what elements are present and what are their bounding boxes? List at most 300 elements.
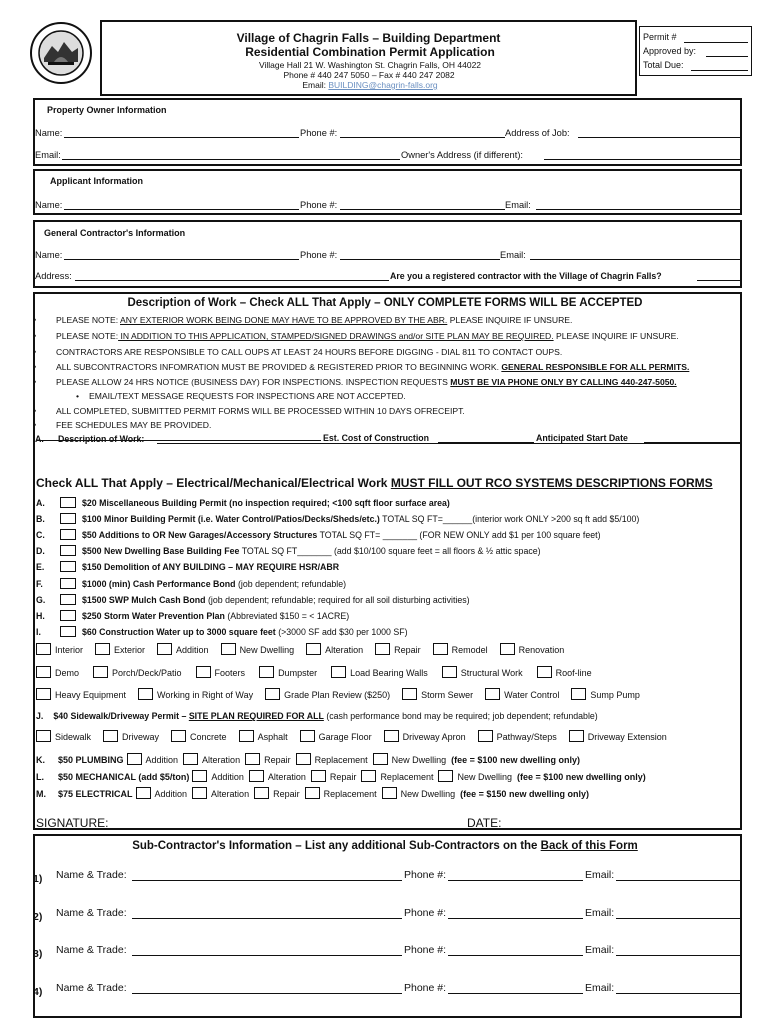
trade-option-checkbox[interactable] <box>311 770 326 782</box>
contractor-phone-field[interactable] <box>340 259 500 260</box>
item-a-letter: A. <box>35 434 44 444</box>
emep-title-underlined: MUST FILL OUT RCO SYSTEMS DESCRIPTIONS FORMS <box>390 476 713 490</box>
bullet-1: • <box>33 315 37 325</box>
option-checkbox[interactable] <box>442 666 457 678</box>
note-3: CONTRACTORS ARE RESPONSIBLE TO CALL OUPS AT LEAST 24 HOURS BEFORE DIGGING - DIAL 811 TO CONTACT OUPS. <box>56 347 563 357</box>
note-5-bold: MUST BE VIA PHONE ONLY BY CALLING 440-247-5050. <box>450 377 677 387</box>
trade-letter: L. <box>36 772 44 782</box>
fee-item-note: (Abbreviated $150 = < 1ACRE) <box>224 610 350 621</box>
subcontractor-phone-field[interactable] <box>448 880 583 881</box>
fee-item-title: $100 Minor Building Permit (i.e. Water Control/Patios/Decks/Sheds/etc.) <box>82 514 380 525</box>
start-date-field[interactable] <box>644 442 740 443</box>
date-label: DATE: <box>467 816 502 830</box>
trade-option-checkbox[interactable] <box>361 770 376 782</box>
fee-item-title: $20 Miscellaneous Building Permit (no inspection required; <100 sqft floor surface area) <box>82 498 450 508</box>
owner-address-label: Owner's Address (if different): <box>401 150 523 160</box>
contractor-section-title: General Contractor's Information <box>44 228 186 238</box>
option-remodel[interactable] <box>433 645 488 655</box>
fee-item-row <box>36 497 450 509</box>
fee-item-checkbox[interactable] <box>60 594 76 605</box>
subcontractor-name-field[interactable] <box>132 955 402 956</box>
applicant-email-label: Email: <box>505 200 531 210</box>
job-address-field[interactable] <box>578 137 740 138</box>
trade-option-label: Repair <box>329 772 357 782</box>
item-j-required: SITE PLAN REQUIRED FOR ALL <box>188 711 324 721</box>
subcontractor-phone-label: Phone #: <box>404 944 447 956</box>
option-grade-plan-review-250-[interactable] <box>265 690 390 700</box>
trade-option-label: Addition <box>154 789 188 799</box>
trade-option-label: Alteration <box>267 772 306 782</box>
signature-field[interactable] <box>104 828 466 829</box>
option-checkbox[interactable] <box>300 730 315 742</box>
option-roof-line[interactable] <box>537 668 592 678</box>
total-due-label: Total Due: <box>643 60 684 70</box>
option-label: Working in Right of Way <box>157 690 254 700</box>
option-pathway-steps[interactable] <box>478 732 557 742</box>
option-demo[interactable] <box>36 668 79 678</box>
option-label: Structural Work <box>460 668 523 678</box>
start-date-label: Anticipated Start Date <box>536 433 628 443</box>
subcontractor-number: 1) <box>33 873 43 885</box>
option-driveway-extension[interactable] <box>569 732 667 742</box>
owner-section-title: Property Owner Information <box>47 105 167 115</box>
cost-row-blank[interactable] <box>37 440 321 441</box>
contractor-email-field[interactable] <box>530 259 740 260</box>
trade-option-checkbox[interactable] <box>382 787 397 799</box>
option-label: Dumpster <box>278 668 318 678</box>
option-checkbox[interactable] <box>571 688 586 700</box>
option-checkbox[interactable] <box>36 666 51 678</box>
bullet-3: • <box>33 347 37 357</box>
option-label: Exterior <box>114 645 146 655</box>
subcontractor-email-label: Email: <box>585 944 615 956</box>
option-checkbox[interactable] <box>196 666 211 678</box>
bullet-6: • <box>76 391 80 401</box>
bullet-7: • <box>33 406 37 416</box>
note-7: ALL COMPLETED, SUBMITTED PERMIT FORMS WILL BE PROCESSED WITHIN 10 DAYS OFRECEIPT. <box>56 406 465 416</box>
description-field-line1[interactable] <box>157 443 740 444</box>
trade-option-repair[interactable] <box>254 789 300 799</box>
fee-item-title: $50 Additions to OR New Garages/Accessory Structures <box>82 530 318 541</box>
fee-item-title: $1500 SWP Mulch Cash Bond <box>82 594 206 605</box>
trade-row-l <box>36 770 646 783</box>
trade-option-alteration[interactable] <box>192 789 249 799</box>
option-label: Interior <box>55 645 84 655</box>
trade-option-checkbox[interactable] <box>254 787 269 799</box>
contractor-email-label: Email: <box>500 250 526 260</box>
contractor-phone-label: Phone #: <box>300 250 338 260</box>
fee-item-letter: A. <box>36 498 45 508</box>
trade-option-checkbox[interactable] <box>127 753 142 765</box>
option-checkbox[interactable] <box>259 666 274 678</box>
option-row-row3 <box>36 688 652 701</box>
subcontractor-name-label: Name & Trade: <box>56 944 127 956</box>
option-label: Sidewalk <box>55 732 92 742</box>
trade-option-replacement[interactable] <box>305 789 377 799</box>
note-1-tail: PLEASE INQUIRE IF UNSURE. <box>449 315 573 325</box>
option-checkbox[interactable] <box>239 730 254 742</box>
bullet-2: • <box>33 331 37 341</box>
subcontractor-name-label: Name & Trade: <box>56 981 127 994</box>
option-checkbox[interactable] <box>485 688 500 700</box>
trade-option-label: Addition <box>211 772 244 782</box>
registered-answer-field[interactable] <box>697 280 740 281</box>
subcontractor-name-field[interactable] <box>132 993 402 994</box>
subcontractor-phone-label: Phone #: <box>404 906 447 919</box>
owner-phone-label: Phone #: <box>300 128 338 138</box>
option-checkbox[interactable] <box>375 643 390 655</box>
subcontractor-number: 4) <box>33 985 43 998</box>
date-field[interactable] <box>502 828 740 829</box>
fee-item-note: (job dependent; refundable) <box>235 578 347 589</box>
option-asphalt[interactable] <box>239 732 288 742</box>
applicant-name-label: Name: <box>35 200 63 210</box>
permit-number-label: Permit # <box>643 32 677 42</box>
note-2-lead: PLEASE NOTE: <box>56 331 119 341</box>
subcontractor-name-label: Name & Trade: <box>56 869 127 881</box>
owner-phone-field[interactable] <box>340 137 505 138</box>
option-label: Addition <box>176 645 209 655</box>
option-renovation[interactable] <box>500 645 565 655</box>
subcontractor-email-field[interactable] <box>616 993 740 994</box>
item-j <box>36 710 598 722</box>
option-checkbox[interactable] <box>171 730 186 742</box>
owner-email-label: Email: <box>35 150 61 160</box>
trade-option-checkbox[interactable] <box>249 770 264 782</box>
note-2-tail: PLEASE INQUIRE IF UNSURE. <box>556 331 679 341</box>
option-driveway[interactable] <box>103 732 159 742</box>
trade-option-label: Replacement <box>314 755 368 765</box>
option-label: Pathway/Steps <box>496 732 557 742</box>
description-label: Description of Work: <box>58 434 145 444</box>
subcontractor-phone-field[interactable] <box>448 993 583 994</box>
option-checkbox[interactable] <box>93 666 108 678</box>
bullet-8: • <box>33 420 37 430</box>
trade-option-replacement[interactable] <box>361 772 433 782</box>
option-label: Grade Plan Review ($250) <box>284 690 391 700</box>
option-checkbox[interactable] <box>500 643 515 655</box>
subcontractor-phone-label: Phone #: <box>404 869 447 881</box>
trade-fee-note: (fee = $100 new dwelling only) <box>451 755 580 765</box>
fee-item-checkbox[interactable] <box>60 529 76 540</box>
fee-item-checkbox[interactable] <box>60 497 76 508</box>
fee-item-note: TOTAL SQ FT_______ (add $10/100 square feet = all floors & ½ attic space) <box>239 546 541 557</box>
trade-fee-note: (fee = $100 new dwelling only) <box>517 772 646 782</box>
fee-item-checkbox[interactable] <box>60 513 76 524</box>
option-label: Roof-line <box>555 668 592 678</box>
fee-item-checkbox[interactable] <box>60 610 76 621</box>
fee-item-letter: I. <box>36 626 41 637</box>
option-checkbox[interactable] <box>36 643 51 655</box>
fee-item-letter: C. <box>36 530 45 541</box>
header-email-link[interactable]: BUILDING@chagrin-falls.org <box>328 80 438 90</box>
applicant-phone-field[interactable] <box>340 209 505 210</box>
header-email-label: Email: <box>302 80 326 90</box>
note-2 <box>56 330 679 342</box>
option-checkbox[interactable] <box>537 666 552 678</box>
option-dumpster[interactable] <box>259 668 317 678</box>
bullet-4: • <box>33 362 37 372</box>
option-checkbox[interactable] <box>36 688 51 700</box>
option-checkbox[interactable] <box>221 643 236 655</box>
approved-by-field[interactable] <box>706 56 748 57</box>
trade-row-k <box>36 753 580 766</box>
note-1-lead: PLEASE NOTE: <box>56 315 119 325</box>
option-load-bearing-walls[interactable] <box>331 668 428 678</box>
approved-by-label: Approved by: <box>643 46 697 56</box>
option-checkbox[interactable] <box>157 643 172 655</box>
option-water-control[interactable] <box>485 690 559 700</box>
registered-question: Are you a registered contractor with the Village of Chagrin Falls? <box>390 271 662 281</box>
applicant-section-title: Applicant Information <box>50 176 143 186</box>
contractor-address-label: Address: <box>35 271 72 281</box>
trade-row-m <box>36 787 589 800</box>
owner-name-field[interactable] <box>64 137 299 138</box>
trade-option-checkbox[interactable] <box>183 753 198 765</box>
trade-option-repair[interactable] <box>311 772 357 782</box>
fee-item-row <box>36 594 470 606</box>
trade-option-checkbox[interactable] <box>192 770 207 782</box>
option-label: Garage Floor <box>318 732 372 742</box>
option-new-dwelling[interactable] <box>221 645 295 655</box>
option-repair[interactable] <box>375 645 421 655</box>
option-sidewalk[interactable] <box>36 732 91 742</box>
option-working-in-right-of-way[interactable] <box>138 690 253 700</box>
trade-option-addition[interactable] <box>136 789 188 799</box>
header-phone: Phone # 440 247 5050 – Fax # 440 247 2082 <box>283 70 455 80</box>
fee-item-letter: G. <box>36 594 46 605</box>
fee-item-letter: H. <box>36 610 45 621</box>
subcontractor-number: 2) <box>33 910 43 923</box>
trade-option-replacement[interactable] <box>296 755 368 765</box>
option-label: Porch/Deck/Patio <box>112 668 182 678</box>
option-checkbox[interactable] <box>478 730 493 742</box>
note-6-text: EMAIL/TEXT MESSAGE REQUESTS FOR INSPECTIONS ARE NOT ACCEPTED. <box>89 391 406 401</box>
option-heavy-equipment[interactable] <box>36 690 126 700</box>
option-label: Renovation <box>518 645 565 655</box>
option-footers[interactable] <box>196 668 246 678</box>
note-8: FEE SCHEDULES MAY BE PROVIDED. <box>56 420 212 430</box>
fee-item-note: (>3000 SF add $30 per 1000 SF) <box>275 626 408 637</box>
option-label: Footers <box>214 668 246 678</box>
subcontractor-name-field[interactable] <box>132 880 402 881</box>
total-due-field[interactable] <box>691 70 748 71</box>
trade-option-alteration[interactable] <box>183 755 240 765</box>
note-1 <box>56 314 572 326</box>
subcontractor-phone-field[interactable] <box>448 955 583 956</box>
option-checkbox[interactable] <box>331 666 346 678</box>
job-address-label: Address of Job: <box>505 128 570 138</box>
option-checkbox[interactable] <box>306 643 321 655</box>
option-checkbox[interactable] <box>384 730 399 742</box>
fee-item-row <box>36 626 408 638</box>
fee-item-row <box>36 529 601 541</box>
option-alteration[interactable] <box>306 645 363 655</box>
subcontractor-email-label: Email: <box>585 906 615 919</box>
option-addition[interactable] <box>157 645 209 655</box>
option-label: Driveway <box>122 732 160 742</box>
work-section-title: Description of Work – Check ALL That Apply – ONLY COMPLETE FORMS WILL BE ACCEPTED <box>127 297 643 309</box>
trade-option-addition[interactable] <box>127 755 179 765</box>
emep-title <box>36 476 713 490</box>
fee-item-note: TOTAL SQ FT=______(interior work ONLY >200 sq ft add $5/100) <box>379 514 640 525</box>
option-garage-floor[interactable] <box>300 732 372 742</box>
trade-option-label: New Dwelling <box>457 772 512 782</box>
trade-letter: M. <box>36 789 46 799</box>
fee-item-note: TOTAL SQ FT= _______ (FOR NEW ONLY add $1 per 100 square feet) <box>317 530 601 541</box>
note-4-bold: GENERAL RESPONSIBLE FOR ALL PERMITS. <box>501 362 690 372</box>
trade-permit-label: $50 MECHANICAL (add $5/ton) <box>58 772 190 782</box>
option-concrete[interactable] <box>171 732 227 742</box>
trade-option-new-dwelling[interactable] <box>382 789 456 799</box>
subcontractor-title-main: Sub-Contractor's Information – List any additional Sub-Contractors on the <box>132 840 538 852</box>
trade-option-alteration[interactable] <box>249 772 306 782</box>
subcontractor-phone-field[interactable] <box>448 918 583 919</box>
note-5-lead: PLEASE ALLOW 24 HRS NOTICE (BUSINESS DAY) FOR INSPECTIONS. INSPECTION REQUESTS <box>56 377 448 387</box>
trade-option-checkbox[interactable] <box>245 753 260 765</box>
owner-email-field[interactable] <box>62 159 400 160</box>
subcontractor-email-label: Email: <box>585 981 615 994</box>
subcontractor-phone-label: Phone #: <box>404 981 447 994</box>
option-row-row2 <box>36 666 606 679</box>
option-label: Repair <box>394 645 421 655</box>
option-label: Demo <box>55 668 80 678</box>
option-label: Sump Pump <box>590 690 640 700</box>
option-sump-pump[interactable] <box>571 690 640 700</box>
option-row-row1 <box>36 643 576 656</box>
signature-label: SIGNATURE: <box>36 816 109 830</box>
owner-name-label: Name: <box>35 128 63 138</box>
fee-item-letter: E. <box>36 562 45 573</box>
fee-item-checkbox[interactable] <box>60 626 76 637</box>
option-checkbox[interactable] <box>569 730 584 742</box>
option-label: Remodel <box>451 645 488 655</box>
header-title: Village of Chagrin Falls – Building Department <box>236 31 501 45</box>
contractor-name-label: Name: <box>35 250 63 260</box>
option-label: Asphalt <box>257 732 288 742</box>
header-email-line <box>0 80 740 90</box>
subcontractor-number: 3) <box>33 948 43 960</box>
trade-fee-note: (fee = $150 new dwelling only) <box>460 789 589 799</box>
option-checkbox[interactable] <box>433 643 448 655</box>
option-checkbox[interactable] <box>95 643 110 655</box>
fee-item-row <box>36 610 349 622</box>
option-label: Load Bearing Walls <box>350 668 428 678</box>
trade-option-label: Repair <box>264 755 291 765</box>
item-j-letter: J. <box>36 711 44 721</box>
fee-item-row <box>36 513 639 525</box>
header-subtitle: Residential Combination Permit Application <box>245 45 495 59</box>
fee-item-letter: B. <box>36 514 45 525</box>
option-interior[interactable] <box>36 645 83 655</box>
option-label: Alteration <box>325 645 364 655</box>
trade-option-checkbox[interactable] <box>305 787 320 799</box>
fee-item-title: $250 Storm Water Prevention Plan <box>82 610 225 621</box>
note-1-underlined: ANY EXTERIOR WORK BEING DONE MAY HAVE TO BE APPROVED BY THE ABR. <box>120 315 448 325</box>
option-label: Concrete <box>190 732 227 742</box>
trade-option-checkbox[interactable] <box>296 753 311 765</box>
option-checkbox[interactable] <box>138 688 153 700</box>
fee-item-checkbox[interactable] <box>60 545 76 556</box>
fee-item-row <box>36 561 339 573</box>
trade-option-checkbox[interactable] <box>136 787 151 799</box>
contractor-name-field[interactable] <box>64 259 299 260</box>
option-checkbox[interactable] <box>103 730 118 742</box>
applicant-name-field[interactable] <box>64 209 299 210</box>
option-checkbox[interactable] <box>402 688 417 700</box>
fee-item-title: $1000 (min) Cash Performance Bond <box>82 578 236 589</box>
option-checkbox[interactable] <box>265 688 280 700</box>
subcontractor-name-field[interactable] <box>132 918 402 919</box>
fee-item-row <box>36 545 541 557</box>
fee-item-letter: D. <box>36 546 45 557</box>
est-cost-field[interactable] <box>438 442 534 443</box>
contractor-address-field[interactable] <box>75 280 389 281</box>
trade-option-label: Addition <box>145 755 179 765</box>
subcontractor-email-field[interactable] <box>616 955 740 956</box>
option-driveway-apron[interactable] <box>384 732 466 742</box>
est-cost-label: Est. Cost of Construction <box>323 433 430 443</box>
permit-number-field[interactable] <box>684 42 748 43</box>
option-label: Water Control <box>504 690 560 700</box>
bullet-5: • <box>33 377 37 387</box>
trade-permit-label: $75 ELECTRICAL <box>58 789 133 799</box>
trade-option-checkbox[interactable] <box>438 770 453 782</box>
trade-option-label: New Dwelling <box>400 789 456 799</box>
item-j-note: (cash performance bond may be required; job dependent; refundable) <box>323 711 598 721</box>
option-structural-work[interactable] <box>442 668 523 678</box>
fee-item-letter: F. <box>36 578 43 589</box>
applicant-phone-label: Phone #: <box>300 200 338 210</box>
option-label: New Dwelling <box>239 645 295 655</box>
option-porch-deck-patio[interactable] <box>93 668 182 678</box>
owner-address-field[interactable] <box>544 159 740 160</box>
option-label: Storm Sewer <box>421 690 474 700</box>
subcontractor-name-label: Name & Trade: <box>56 906 127 919</box>
fee-item-checkbox[interactable] <box>60 561 76 572</box>
fee-item-checkbox[interactable] <box>60 578 76 589</box>
fee-item-row <box>36 578 346 590</box>
subcontractor-title-underlined: Back of this Form <box>540 840 638 852</box>
trade-option-new-dwelling[interactable] <box>373 755 447 765</box>
note-5 <box>56 376 677 388</box>
trade-option-checkbox[interactable] <box>192 787 207 799</box>
option-row-row4 <box>36 730 679 743</box>
option-label: Heavy Equipment <box>55 690 127 700</box>
option-storm-sewer[interactable] <box>402 690 473 700</box>
trade-option-label: Alteration <box>202 755 241 765</box>
trade-option-label: Replacement <box>380 772 434 782</box>
trade-option-addition[interactable] <box>192 772 244 782</box>
applicant-email-field[interactable] <box>536 209 740 210</box>
option-checkbox[interactable] <box>36 730 51 742</box>
trade-option-label: New Dwelling <box>391 755 447 765</box>
header-address: Village Hall 21 W. Washington St. Chagrin Falls, OH 44022 <box>258 60 482 70</box>
subcontractor-email-field[interactable] <box>616 880 740 881</box>
subcontractor-title <box>0 840 770 852</box>
trade-option-label: Repair <box>273 789 300 799</box>
option-exterior[interactable] <box>95 645 145 655</box>
trade-option-new-dwelling[interactable] <box>438 772 512 782</box>
fee-item-title: $60 Construction Water up to 3000 square feet <box>82 626 276 637</box>
trade-option-repair[interactable] <box>245 755 291 765</box>
emep-title-main: Check ALL That Apply – Electrical/Mechanical/Electrical Work <box>36 476 388 490</box>
option-label: Driveway Extension <box>587 732 667 742</box>
note-4 <box>56 361 689 373</box>
note-4-lead: ALL SUBCONTRACTORS INFOMRATION MUST BE PROVIDED & REGISTERED PRIOR TO BEGINNING WORK. <box>56 362 499 372</box>
subcontractor-email-field[interactable] <box>616 918 740 919</box>
trade-option-checkbox[interactable] <box>373 753 388 765</box>
